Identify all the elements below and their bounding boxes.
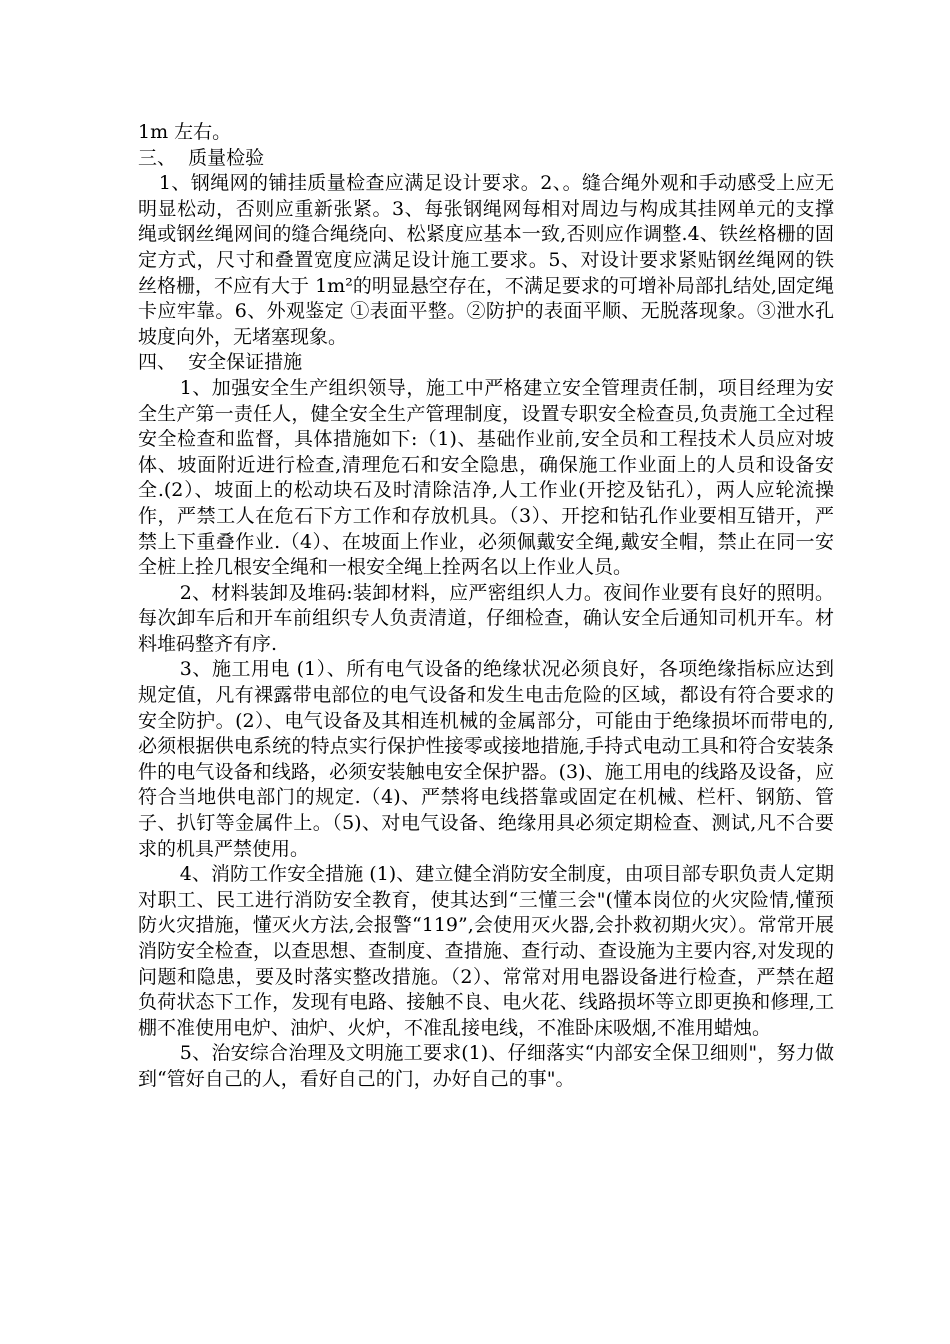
document-page — [138, 120, 834, 1093]
paragraph-fire-safety: 4、消防工作安全措施 (1)、建立健全消防安全制度，由项目部专职负责人定期对职工、民工进行消防安全教育，使其达到“三懂三会"(懂本岗位的火灾险情,懂预防火灾措施，懂灭火方法,会报警“119”,会使用灭火器,会扑救初期火灾）。常常开展消防安全检查，以查思想、查制度、查措施、查行动、查设施为主要内容,对发现的问题和隐患，要及时落实整改措施。（2）、常常对用电器设备进行检查，严禁在超负荷状态下工作，发现有电路、接触不良、电火花、线路损坏等立即更换和修理,工棚不准使用电炉、油炉、火炉，不准乱接电线，不准卧床吸烟,不准用蜡烛。 — [138, 863, 834, 1039]
paragraph-safety-organization: 1、加强安全生产组织领导，施工中严格建立安全管理责任制，项目经理为安全生产第一责任人，健全安全生产管理制度，设置专职安全检查员,负责施工全过程安全检查和监督，具体措施如下:（1)、基础作业前,安全员和工程技术人员应对坡体、坡面附近进行检查,清理危石和安全隐患，确保施工作业面上的人员和设备安全.(2）、坡面上的松动块石及时清除洁净,人工作业(开挖及钻孔），两人应轮流操作，严禁工人在危石下方工作和存放机具。（3）、开挖和钻孔作业要相互错开，严禁上下重叠作业.（4）、在坡面上作业，必须佩戴安全绳,戴安全帽，禁止在同一安全桩上拴几根安全绳和一根安全绳上拴两名以上作业人员。 — [138, 376, 834, 579]
paragraph-public-security: 5、治安综合治理及文明施工要求(1)、仔细落实“内部安全保卫细则"，努力做到“管好自己的人，看好自己的门，办好自己的事"。 — [138, 1042, 834, 1090]
section-heading-safety-measures: 四、 安全保证措施 — [138, 351, 303, 374]
paragraph-quality-inspection: 1、钢绳网的铺挂质量检查应满足设计要求。2、。缝合绳外观和手动感受上应无明显松动，否则应重新张紧。3、每张钢绳网每相对周边与构成其挂网单元的支撑绳或钢丝绳网间的缝合绳绕向、松紧度应基本一致,否则应作调整.4、铁丝格栅的固定方式，尺寸和叠置宽度应满足设计施工要求。5、对设计要求紧贴钢丝绳网的铁丝格栅，不应有大于 1m²的明显悬空存在，不满足要求的可增补局部扎结处,固定绳卡应牢靠。6、外观鉴定 ①表面平整。②防护的表面平顺、无脱落现象。③泄水孔坡度向外，无堵塞现象。 — [138, 172, 834, 348]
section-heading-quality-inspection: 三、 质量检验 — [138, 146, 265, 169]
paragraph-construction-electricity: 3、施工用电 (1）、所有电气设备的绝缘状况必须良好，各项绝缘指标应达到规定值，凡有裸露带电部位的电气设备和发生电击危险的区域，都设有符合要求的安全防护。(2）、电气设备及其相连机械的金属部分，可能由于绝缘损坏而带电的,必须根据供电系统的特点实行保护性接零或接地措施,手持式电动工具和符合安装条件的电气设备和线路，必须安装触电安全保护器。(3)、施工用电的线路及设备，应符合当地供电部门的规定.（4)、严禁将电线搭靠或固定在机械、栏杆、钢筋、管子、扒钉等金属件上。（5)、对电气设备、绝缘用具必须定期检查、测试,凡不合要求的机具严禁使用。 — [138, 658, 834, 860]
paragraph-material-handling: 2、材料装卸及堆码:装卸材料，应严密组织人力。夜间作业要有良好的照明。每次卸车后和开车前组织专人负责清道，仔细检查，确认安全后通知司机开车。材料堆码整齐有序. — [138, 581, 834, 655]
lead-line: 1m 左右。 — [138, 121, 232, 143]
